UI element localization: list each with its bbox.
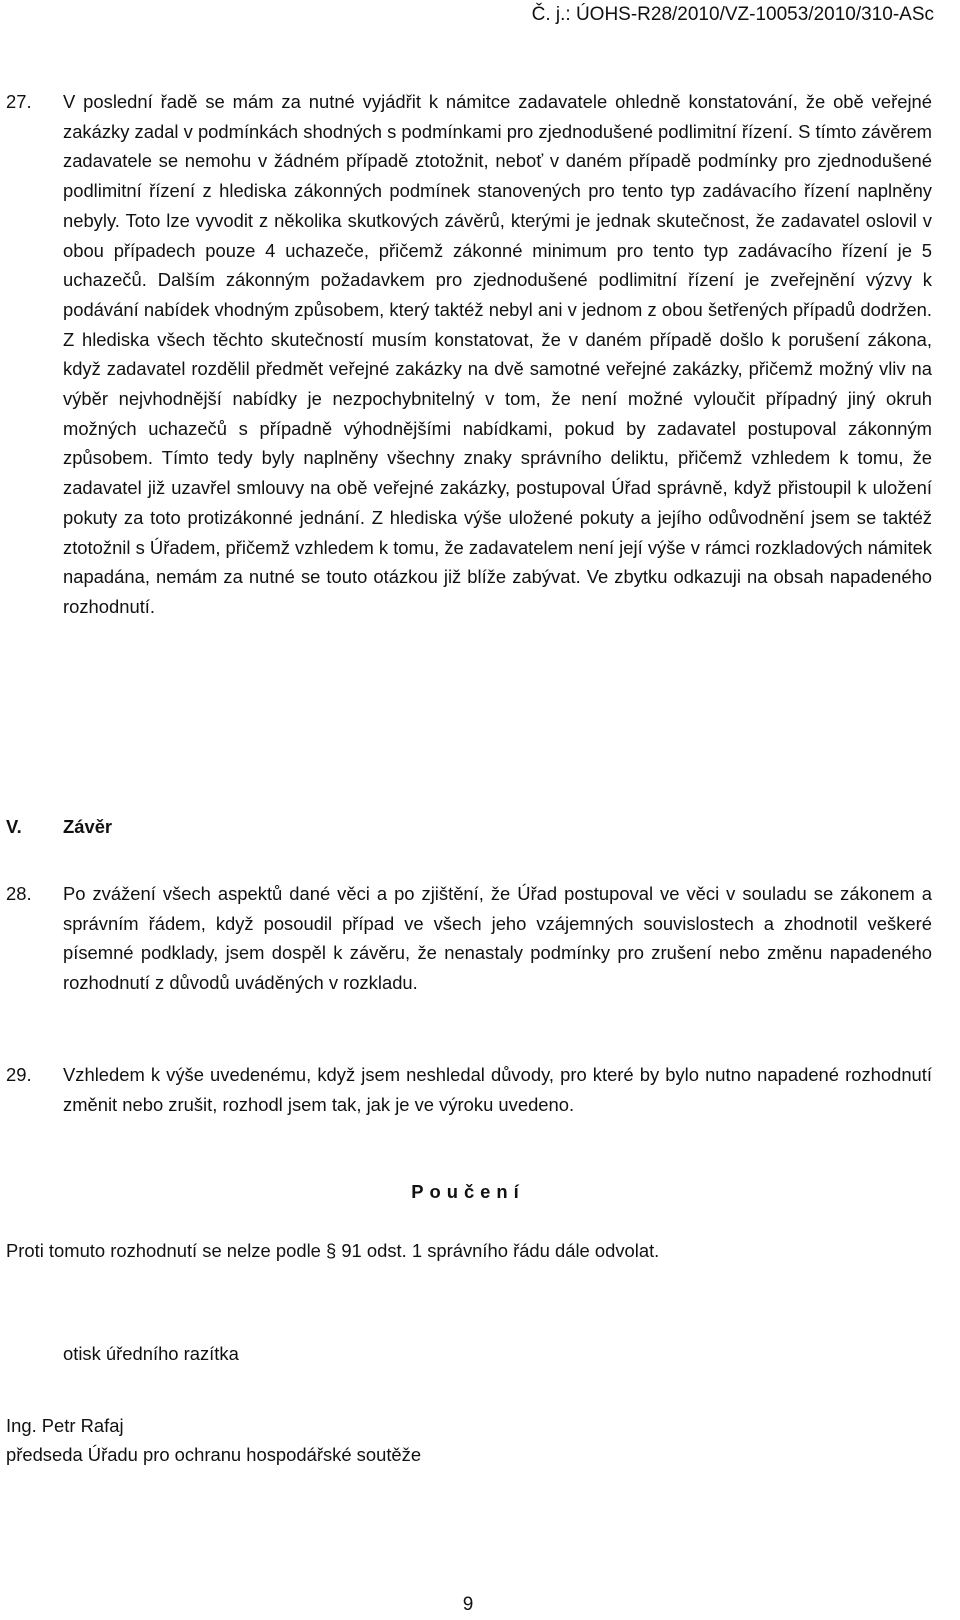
paragraph-29 [6, 1060, 932, 1119]
signatory-position: předseda Úřadu pro ochranu hospodářské soutěže [6, 1444, 422, 1465]
paragraph-number: 29. [6, 1064, 32, 1085]
section-number: V. [6, 816, 22, 837]
pouceni-text: Proti tomuto rozhodnutí se nelze podle § 91 odst. 1 správního řádu dále odvolat. [6, 1240, 660, 1261]
paragraph-text: V poslední řadě se mám za nutné vyjádřit k námitce zadavatele ohledně konstatování, že obě veřejné zakázky zadal v podmínkách shodných s podmínkami pro zjednodušené podlimitní řízení. S tímto závěrem zadavatele se nemohu v žádném případě ztotožnit, neboť v daném případě podmínky pro zjednodušené podlimitní řízení z hlediska zákonných podmínek stanovených pro tento typ zadávacího řízení naplněny nebyly. Toto lze vyvodit z několika skutkových závěrů, kterými je jednak skutečnost, že zadavatel oslovil v obou případech pouze 4 uchazeče, přičemž zákonné minimum pro tento typ zadávacího řízení je 5 uchazečů. Dalším zákonným požadavkem pro zjednodušené podlimitní řízení je zveřejnění výzvy k podávání nabídek vhodným způsobem, který taktéž nebyl ani v jednom z obou šetřených případů dodržen. Z hlediska všech těchto skutečností musím konstatovat, že v daném případě došlo k porušení zákona, když zadavatel rozdělil předmět veřejné zakázky na dvě samotné veřejné zakázky, přičemž možný vliv na výběr nejvhodnější nabídky je nezpochybnitelný v tom, že není možné vyloučit případný jiný okruh možných uchazečů s případně výhodnějšími nabídkami, pokud by zadavatel postupoval zákonným způsobem. Tímto tedy byly naplněny všechny znaky správního deliktu, přičemž vzhledem k tomu, že zadavatel již uzavřel smlouvy na obě veřejné zakázky, postupoval Úřad správně, když přistoupil k uložení pokuty za toto protizákonné jednání. Z hlediska výše uložené pokuty a jejího odůvodnění jsem se taktéž ztotožnil s Úřadem, přičemž vzhledem k tomu, že zadavatelem není její výše v rámci rozkladových námitek napadána, nemám za nutné se touto otázkou již blíže zabývat. Ve zbytku odkazuji na obsah napadeného rozhodnutí. [63, 91, 932, 617]
document-reference-number: Č. j.: ÚOHS-R28/2010/VZ-10053/2010/310-ASc [531, 4, 934, 25]
paragraph-text: Po zvážení všech aspektů dané věci a po zjištění, že Úřad postupoval ve věci v souladu se zákonem a správním řádem, když posoudil případ ve všech jeho vzájemných souvislostech a zhodnotil veškeré písemné podklady, jsem dospěl k závěru, že nenastaly podmínky pro zrušení nebo změnu napadeného rozhodnutí z důvodů uváděných v rozkladu. [63, 883, 932, 994]
pouceni-heading: Poučení [411, 1181, 525, 1202]
section-title: Závěr [63, 816, 113, 837]
page-number: 9 [462, 1594, 474, 1615]
paragraph-number: 27. [6, 91, 32, 112]
paragraph-28 [6, 879, 932, 998]
stamp-placeholder: otisk úředního razítka [63, 1343, 239, 1364]
section-heading [6, 816, 112, 838]
signatory-name: Ing. Petr Rafaj [6, 1415, 124, 1436]
paragraph-number: 28. [6, 883, 32, 904]
paragraph-27 [6, 87, 932, 622]
paragraph-text: Vzhledem k výše uvedenému, když jsem neshledal důvody, pro které by bylo nutno napadené rozhodnutí změnit nebo zrušit, rozhodl jsem tak, jak je ve výroku uvedeno. [63, 1064, 932, 1115]
